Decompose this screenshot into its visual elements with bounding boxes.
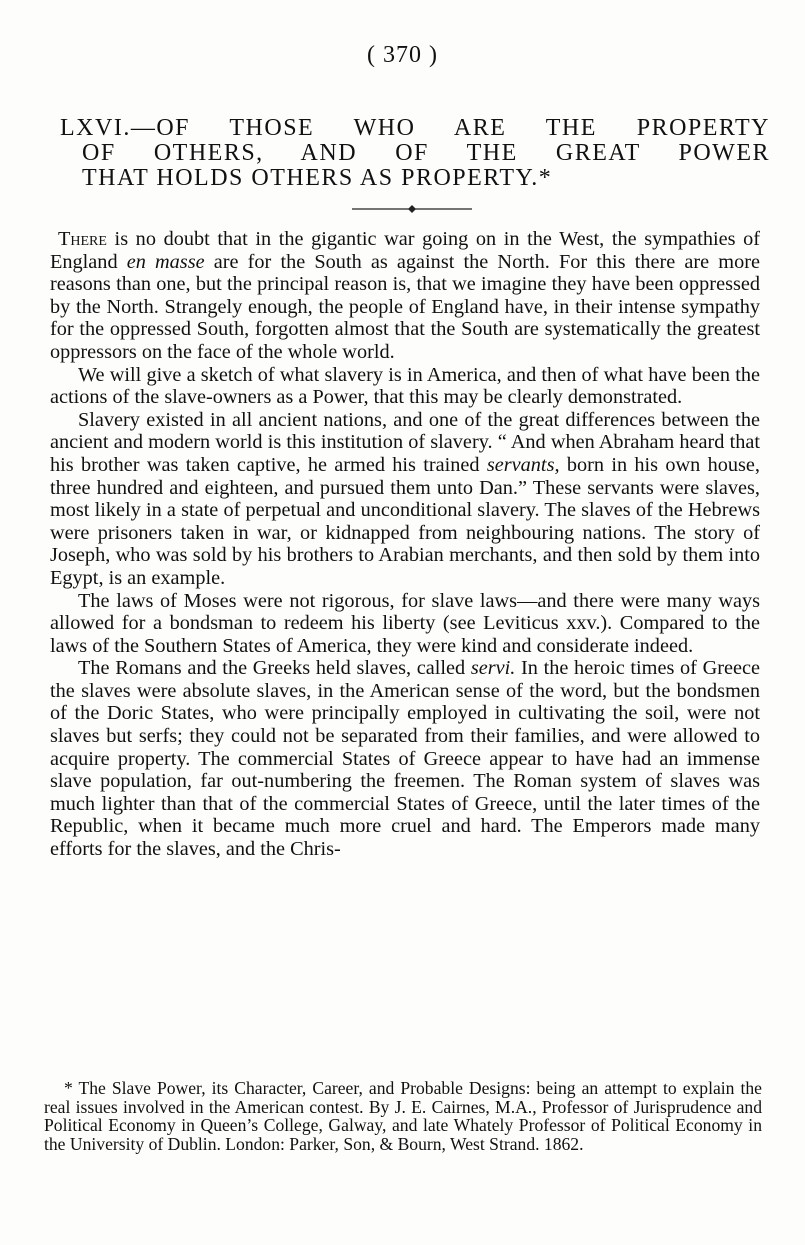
paragraph-4: The laws of Moses were not rigorous, for slave laws—and there were many ways allowed for a bondsman to redeem his liberty (see Leviticus xxv.). Compared to the laws of the Southern States of America, they were kind and considerate indeed. [50, 589, 760, 657]
title-divider-ornament [352, 202, 472, 216]
paragraph-1: There is no doubt that in the gigantic war going on in the West, the sympathies of England en masse are for the South as against the North. For this there are more reasons than one, but the principal reason is, that we imagine they have been oppressed by the North. Strangely enough, the people of England have, in their intense sympathy for the oppressed South, forgotten almost that the South are systematically the greatest oppressors on the face of the whole world. [50, 228, 760, 363]
paragraph-5: The Romans and the Greeks held slaves, called servi. In the heroic times of Greece the slaves were absolute slaves, in the American sense of the word, but the bondsmen of the Doric States, who were principally employed in cultivating the soil, were not slaves but serfs; they could not be separated from their families, and were allowed to acquire property. The commercial States of Greece appear to have had an immense slave population, far out-numbering the freemen. The Roman system of slaves was much lighter than that of the commercial States of Greece, until the later times of the Republic, when it became much more cruel and hard. The Emperors made many efforts for the slaves, and the Chris- [50, 657, 760, 861]
opening-word: There [58, 228, 107, 250]
footnote-text: * The Slave Power, its Character, Career, and Probable Designs: being an attempt to explain the real issues involved in the American contest. By J. E. Cairnes, M.A., Professor of Jurisprudence and Political Economy in Queen’s College, Galway, and late Whately Professor of Political Economy in the University of Dublin. London: Parker, Son, & Bourn, West Strand. 1862. [44, 1078, 762, 1154]
title-line-2: OF OTHERS, AND OF THE GREAT POWER [82, 140, 770, 166]
article-title [60, 116, 770, 191]
article-body [50, 228, 760, 861]
paragraph-2: We will give a sketch of what slavery is in America, and then of what have been the actions of the slave-owners as a Power, that this may be clearly demonstrated. [50, 363, 760, 409]
footnote [44, 1079, 762, 1153]
title-line-3: THAT HOLDS OTHERS AS PROPERTY.* [82, 165, 553, 191]
page-number: ( 370 ) [367, 42, 438, 68]
title-line-1: LXVI.—OF THOSE WHO ARE THE PROPERTY [60, 115, 770, 141]
paragraph-3: Slavery existed in all ancient nations, and one of the great differences between the ancient and modern world is this institution of slavery. “ And when Abraham heard that his brother was taken captive, he armed his trained servants, born in his own house, three hundred and eighteen, and pursued them unto Dan.” These servants were slaves, most likely in a state of perpetual and unconditional slavery. The slaves of the Hebrews were prisoners taken in war, or kidnapped from neighbouring nations. The story of Joseph, who was sold by his brothers to Arabian merchants, and then sold by them into Egypt, is an example. [50, 408, 760, 589]
